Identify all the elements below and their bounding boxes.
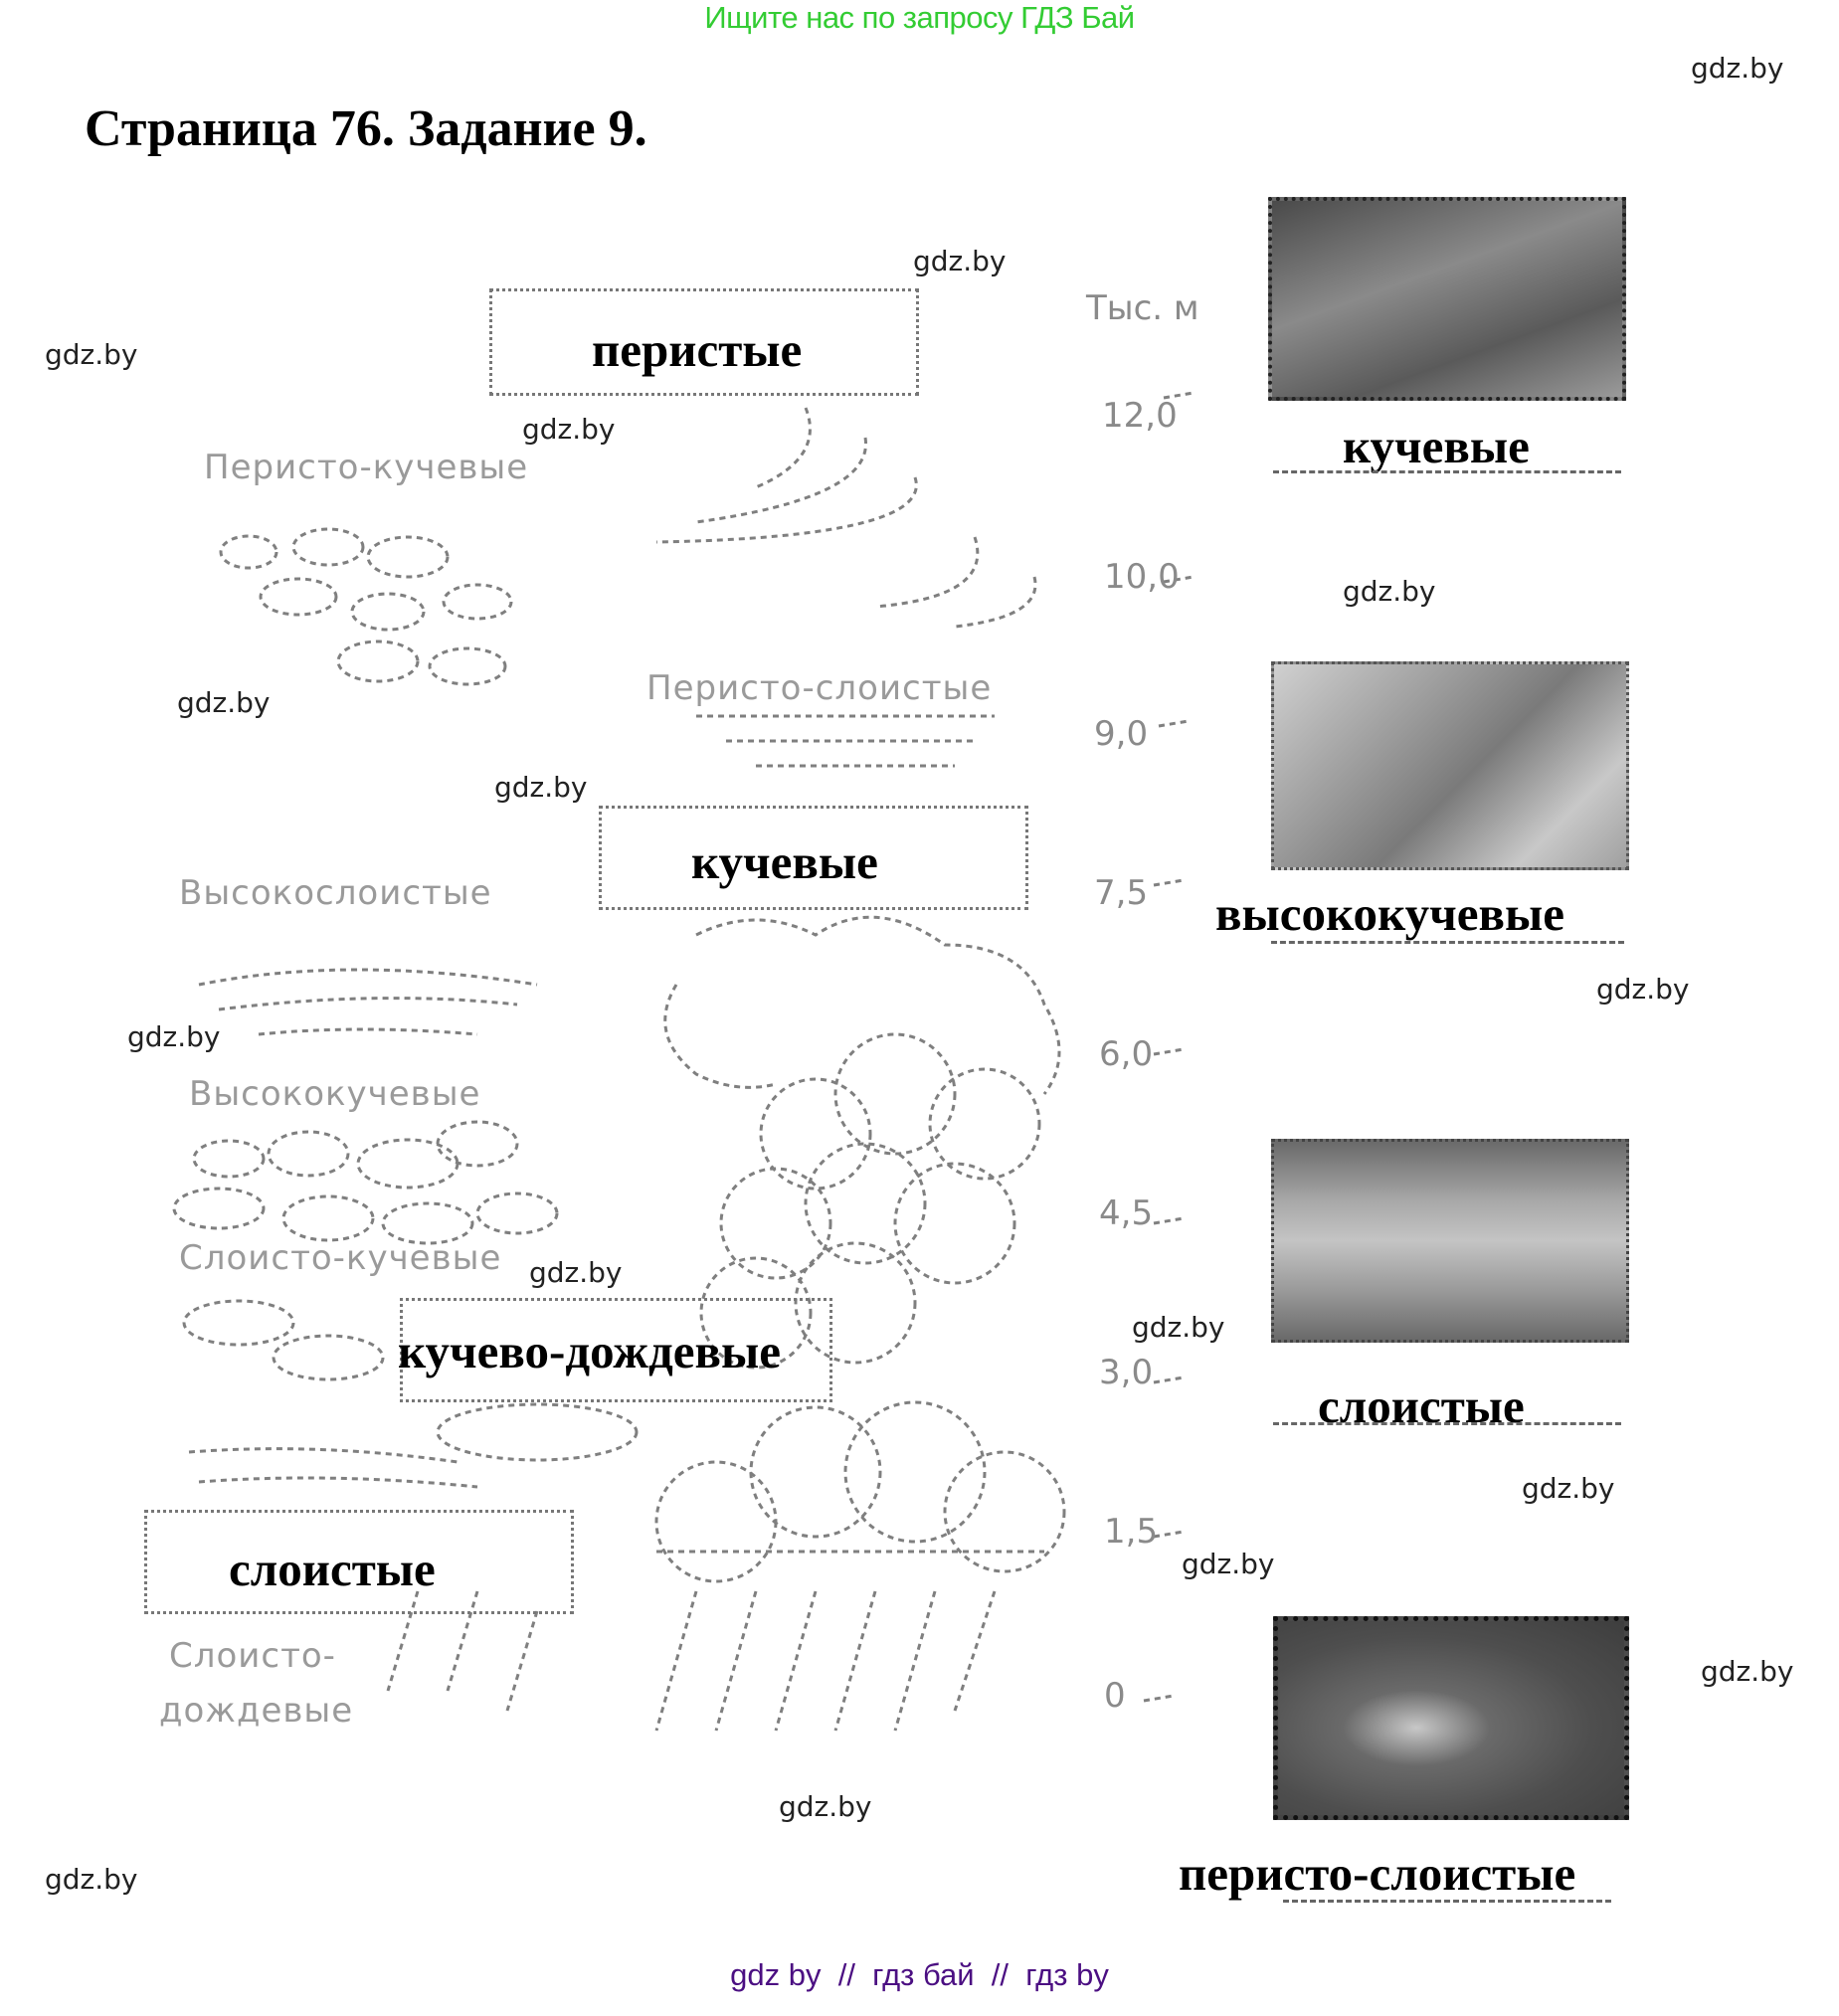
answer-text: кучевые [691,834,878,889]
photo-caption: кучевые [1343,419,1530,473]
printed-label-altostratus: Высокослоистые [179,873,492,913]
answer-box-cumulus [599,806,1028,910]
watermark: gdz.by [494,771,588,804]
watermark: gdz.by [1522,1472,1615,1505]
watermark: gdz.by [45,1863,138,1896]
footer-links: gdz by // гдз бай // гдз by [730,1957,1109,1992]
altitude-tick: 6,0 [1099,1034,1154,1074]
printed-label-cirrostratus: Перисто-слоистые [646,668,993,708]
answer-box-cirrus [489,288,919,396]
caption-underline [1273,470,1621,473]
cloud-photo-2 [1271,661,1629,870]
altitude-tick: 7,5 [1094,873,1149,913]
watermark: gdz.by [913,245,1007,277]
cloud-photo-4 [1273,1616,1629,1820]
watermark: gdz.by [1701,1655,1794,1688]
watermark: gdz.by [1132,1311,1225,1344]
printed-label-nimbostratus-1: Слоисто- [169,1636,336,1676]
altitude-unit-label: Тыс. м [1086,288,1199,328]
photo-caption: высококучевые [1215,886,1564,941]
caption-underline [1283,1900,1611,1903]
altitude-tick: 12,0 [1102,396,1178,436]
printed-label-cirrocumulus: Перисто-кучевые [204,448,529,487]
watermark: gdz.by [45,338,138,371]
page-title: Страница 76. Задание 9. [85,100,647,157]
answer-text: перистые [592,322,803,377]
answer-box-cumulonimbus [400,1298,832,1402]
watermark: gdz.by [529,1256,623,1289]
answer-box-stratus [144,1510,574,1614]
printed-label-nimbostratus-2: дождевые [159,1691,354,1731]
cloud-photo-1 [1268,197,1626,401]
search-banner: Ищите нас по запросу ГДЗ Бай [704,0,1135,35]
altitude-tick: 9,0 [1094,714,1149,754]
altitude-tick: 1,5 [1104,1512,1159,1552]
watermark: gdz.by [177,686,271,719]
watermark: gdz.by [127,1020,221,1053]
caption-underline [1271,941,1624,944]
watermark: gdz.by [1343,575,1436,608]
answer-text: слоистые [229,1542,436,1596]
caption-underline [1273,1422,1621,1425]
altitude-tick: 4,5 [1099,1193,1154,1233]
watermark: gdz.by [779,1790,872,1823]
watermark: gdz.by [522,413,616,446]
watermark: gdz.by [1691,52,1784,85]
watermark: gdz.by [1596,973,1690,1006]
printed-label-stratocumulus: Слоисто-кучевые [179,1238,502,1278]
printed-label-altocumulus: Высококучевые [189,1074,481,1114]
altitude-tick: 0 [1104,1676,1126,1716]
photo-caption: перисто-слоистые [1179,1846,1576,1901]
altitude-tick: 3,0 [1099,1353,1154,1392]
cloud-photo-3 [1271,1139,1629,1343]
altitude-tick: 10,0 [1104,557,1180,597]
watermark: gdz.by [1182,1548,1275,1580]
answer-text: кучево-дождевые [398,1324,781,1378]
photo-caption: слоистые [1318,1378,1525,1433]
